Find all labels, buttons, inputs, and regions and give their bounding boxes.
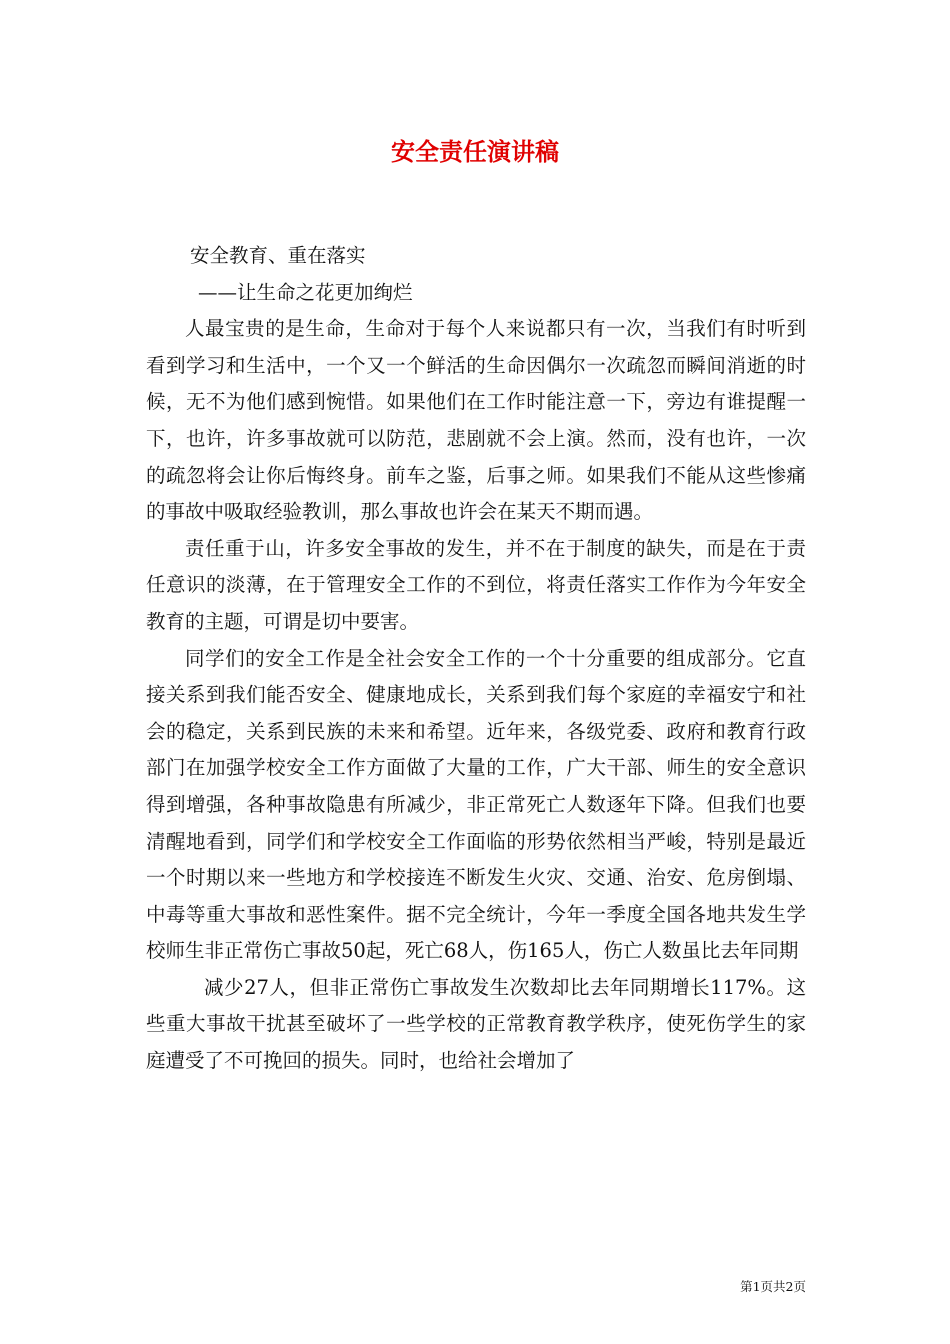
paragraph-3: 同学们的安全工作是全社会安全工作的一个十分重要的组成部分。它直接关系到我们能否安全、健康地成长，关系到我们每个家庭的幸福安宁和社会的稳定，关系到民族的未来和希望。近年来，各级党委、政府和教育行政部门在加强学校安全工作方面做了大量的工作，广大干部、师生的安全意识得到增强，各种事故隐患有所减少，非正常死亡人数逐年下降。但我们也要清醒地看到，同学们和学校安全工作面临的形势依然相当严峻，特别是最近一个时期以来一些地方和学校接连不断发生火灾、交通、治安、危房倒塌、中毒等重大事故和恶性案件。据不完全统计，今年一季度全国各地共发生学校师生非正常伤亡事故50起，死亡68人，伤165人，伤亡人数虽比去年同期 (146, 646, 806, 963)
subtitle-primary: 安全教育、重在落实 (190, 244, 366, 267)
paragraph-2: 责任重于山，许多安全事故的发生，并不在于制度的缺失，而是在于责任意识的淡薄，在于管理安全工作的不到位，将责任落实工作作为今年安全教育的主题，可谓是切中要害。 (146, 536, 806, 633)
paragraph-1: 人最宝贵的是生命，生命对于每个人来说都只有一次，当我们有时听到看到学习和生活中，一个又一个鲜活的生命因偶尔一次疏忽而瞬间消逝的时候，无不为他们感到惋惜。如果他们在工作时能注意一下，旁边有谁提醒一下，也许，许多事故就可以防范，悲剧就不会上演。然而，没有也许，一次的疏忽将会让你后悔终身。前车之鉴，后事之师。如果我们不能从这些惨痛的事故中吸取经验教训，那么事故也许会在某天不期而遇。 (146, 317, 806, 524)
paragraph-4: 减少27人，但非正常伤亡事故发生次数却比去年同期增长117%。这些重大事故干扰甚至破坏了一些学校的正常教育教学秩序，使死伤学生的家庭遭受了不可挽回的损失。同时，也给社会增加了 (146, 975, 806, 1073)
document-title: 安全责任演讲稿 (391, 137, 559, 166)
page-number-indicator: 第1页共2页 (740, 1279, 806, 1294)
subtitle-secondary: ——让生命之花更加绚烂 (198, 280, 413, 304)
document-body (146, 238, 806, 1080)
